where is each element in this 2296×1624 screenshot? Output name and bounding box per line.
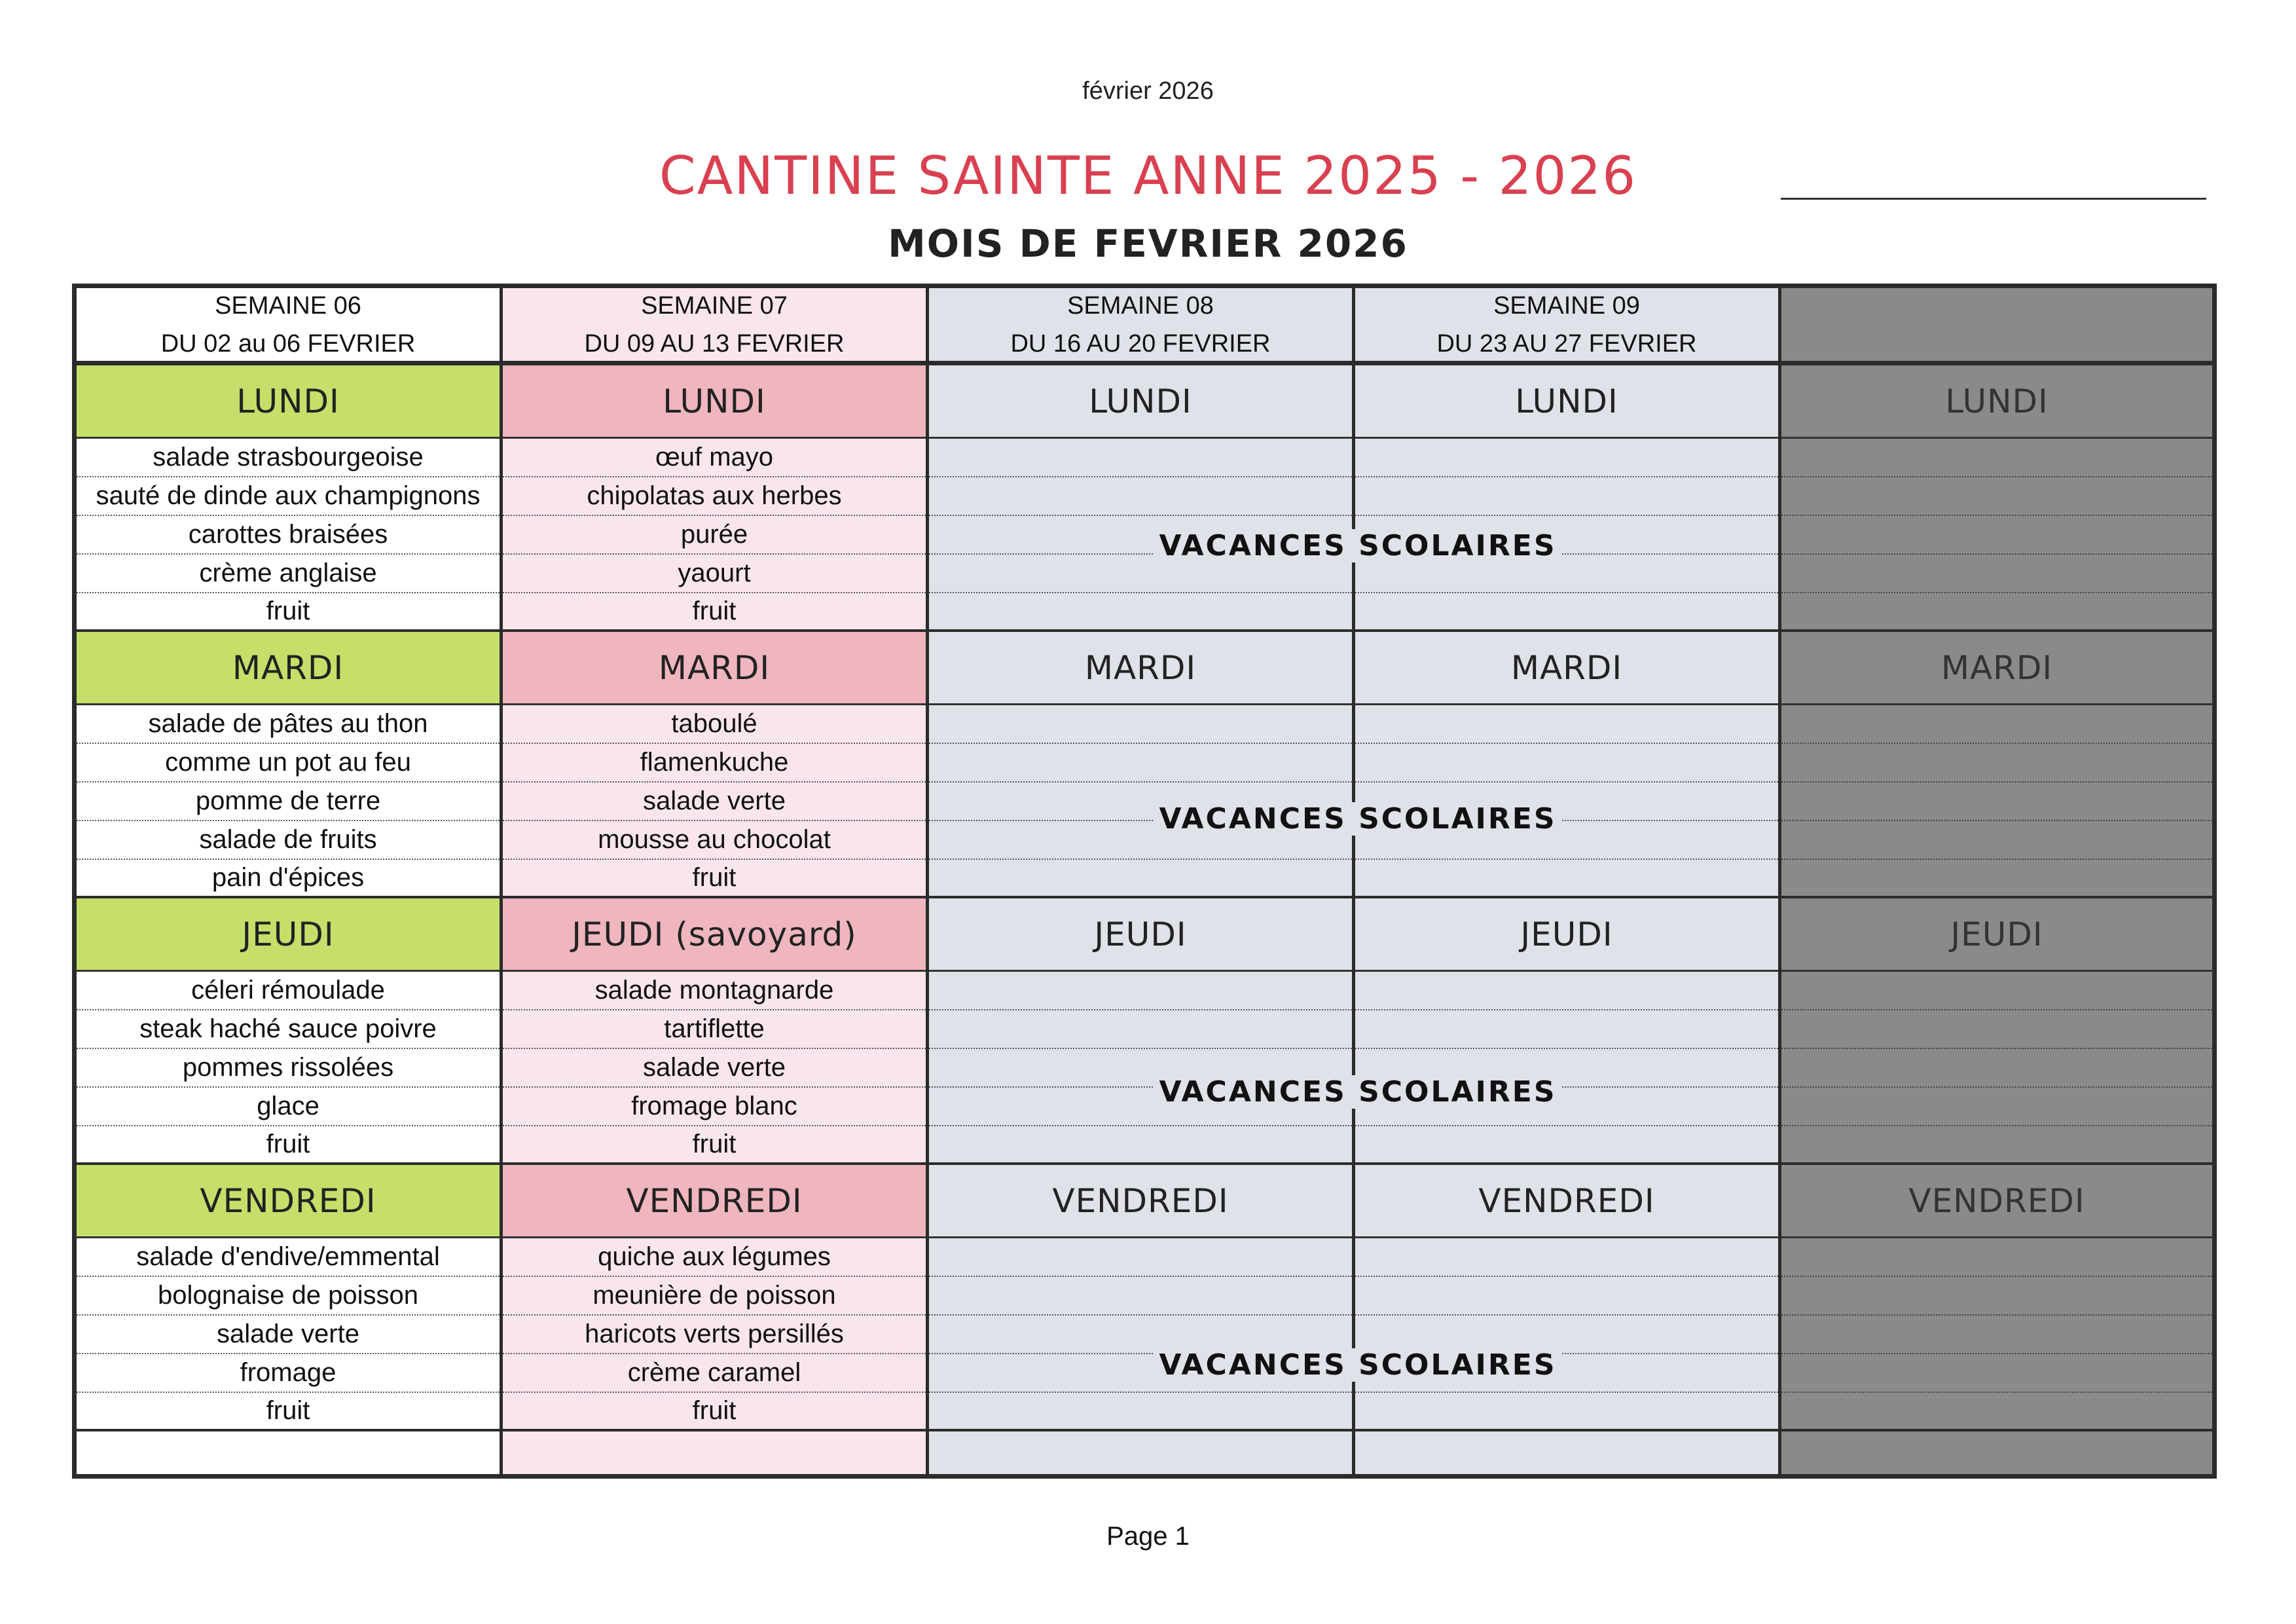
day-header: JEUDI (1355, 898, 1778, 972)
meal-item: pommes rissolées (77, 1049, 500, 1088)
holiday-label: VACANCES SCOLAIRES (932, 802, 1783, 836)
week-dates: DU 23 AU 27 FEVRIER (1436, 329, 1697, 358)
meal-item (1781, 477, 2212, 516)
title-rule (1781, 198, 2206, 200)
day-block-lundi (1781, 365, 2212, 632)
meal-item (1355, 439, 1778, 477)
day-block-jeudi (1355, 898, 1778, 1165)
day-block-mardi (77, 632, 500, 898)
meal-item (1355, 1238, 1778, 1277)
day-header: VENDREDI (1355, 1165, 1778, 1238)
meal-item (1355, 705, 1778, 744)
day-block-vendredi (929, 1165, 1352, 1431)
day-header: MARDI (929, 632, 1352, 705)
meal-item: fruit (503, 1393, 926, 1431)
meal-item: fruit (503, 860, 926, 898)
meal-item (1781, 1354, 2212, 1393)
meal-item: salade de fruits (77, 821, 500, 860)
meal-item (1781, 1088, 2212, 1126)
meal-item: fruit (503, 593, 926, 632)
meal-item: œuf mayo (503, 439, 926, 477)
page-title: CANTINE SAINTE ANNE 2025 - 2026 (659, 145, 1637, 206)
meal-item (1781, 1316, 2212, 1354)
meal-item (1781, 744, 2212, 783)
day-block-lundi (503, 365, 926, 632)
week-column-07 (503, 288, 929, 1474)
day-header: MARDI (1781, 632, 2212, 705)
holiday-label: VACANCES SCOLAIRES (932, 529, 1783, 563)
meal-item: comme un pot au feu (77, 744, 500, 783)
week-number: SEMAINE 07 (641, 291, 788, 320)
week-header (1355, 288, 1778, 365)
meal-item (1781, 1277, 2212, 1316)
meal-item (1781, 821, 2212, 860)
day-block-jeudi (1781, 898, 2212, 1165)
meal-item: haricots verts persillés (503, 1316, 926, 1354)
week-column-06 (77, 288, 503, 1474)
day-block-mardi (1781, 632, 2212, 898)
meal-item: quiche aux légumes (503, 1238, 926, 1277)
day-block-mardi (503, 632, 926, 898)
meal-item: purée (503, 516, 926, 555)
meal-item (929, 1238, 1352, 1277)
week-column-empty (1781, 288, 2212, 1474)
meal-item (929, 477, 1352, 516)
meal-item (1781, 439, 2212, 477)
meal-item: sauté de dinde aux champignons (77, 477, 500, 516)
meal-item (1781, 1010, 2212, 1049)
meal-item (929, 593, 1352, 632)
meal-item: meunière de poisson (503, 1277, 926, 1316)
day-header: LUNDI (1355, 365, 1778, 439)
day-header: VENDREDI (929, 1165, 1352, 1238)
day-block-mardi (1355, 632, 1778, 898)
meal-item (1355, 972, 1778, 1010)
meal-item (929, 972, 1352, 1010)
meal-item: mousse au chocolat (503, 821, 926, 860)
header-date: février 2026 (1082, 77, 1214, 105)
day-header: MARDI (503, 632, 926, 705)
meal-item (1355, 744, 1778, 783)
week-header (929, 288, 1352, 365)
meal-item: fromage (77, 1354, 500, 1393)
week-number: SEMAINE 09 (1493, 291, 1640, 320)
week-dates: DU 16 AU 20 FEVRIER (1010, 329, 1271, 358)
day-block-lundi (929, 365, 1352, 632)
meal-item (1781, 1238, 2212, 1277)
meal-item (1355, 477, 1778, 516)
meal-item: tartiflette (503, 1010, 926, 1049)
day-header: JEUDI (929, 898, 1352, 972)
day-header: LUNDI (77, 365, 500, 439)
day-header: MARDI (1355, 632, 1778, 705)
meal-item (929, 1126, 1352, 1165)
day-block-vendredi (77, 1165, 500, 1431)
week-number: SEMAINE 06 (215, 291, 361, 320)
meal-item (1781, 1049, 2212, 1088)
meal-item: salade montagnarde (503, 972, 926, 1010)
day-block-lundi (77, 365, 500, 632)
holiday-label: VACANCES SCOLAIRES (932, 1075, 1783, 1109)
meal-item (1781, 1393, 2212, 1431)
week-dates: DU 09 AU 13 FEVRIER (584, 329, 845, 358)
week-header (503, 288, 926, 365)
week-number: SEMAINE 08 (1067, 291, 1214, 320)
meal-item (929, 1393, 1352, 1431)
meal-item: salade de pâtes au thon (77, 705, 500, 744)
meal-item: pain d'épices (77, 860, 500, 898)
day-header: LUNDI (929, 365, 1352, 439)
meal-item: crème anglaise (77, 555, 500, 593)
day-header: VENDREDI (77, 1165, 500, 1238)
meal-item: pomme de terre (77, 783, 500, 821)
week-header (77, 288, 500, 365)
meal-item (929, 439, 1352, 477)
day-header: JEUDI (1781, 898, 2212, 972)
day-block-jeudi (929, 898, 1352, 1165)
holiday-label: VACANCES SCOLAIRES (932, 1348, 1783, 1382)
meal-item (929, 1277, 1352, 1316)
meal-item (1781, 555, 2212, 593)
meal-item: fruit (77, 1393, 500, 1431)
day-block-vendredi (503, 1165, 926, 1431)
meal-item (1781, 516, 2212, 555)
meal-item (1781, 783, 2212, 821)
meal-item: fruit (503, 1126, 926, 1165)
meal-item: salade verte (77, 1316, 500, 1354)
meal-item: fruit (77, 1126, 500, 1165)
day-block-jeudi (77, 898, 500, 1165)
meal-item: salade verte (503, 1049, 926, 1088)
day-header: JEUDI (77, 898, 500, 972)
day-block-mardi (929, 632, 1352, 898)
meal-item (1355, 1277, 1778, 1316)
week-column-08 (929, 288, 1355, 1474)
meal-item: yaourt (503, 555, 926, 593)
meal-item: salade strasbourgeoise (77, 439, 500, 477)
meal-item (1355, 860, 1778, 898)
day-block-vendredi (1781, 1165, 2212, 1431)
meal-item: steak haché sauce poivre (77, 1010, 500, 1049)
meal-item (929, 744, 1352, 783)
meal-item (1781, 860, 2212, 898)
day-header: VENDREDI (503, 1165, 926, 1238)
day-block-jeudi (503, 898, 926, 1165)
meal-item (1781, 972, 2212, 1010)
meal-item: fruit (77, 593, 500, 632)
meal-item: carottes braisées (77, 516, 500, 555)
day-block-vendredi (1355, 1165, 1778, 1431)
menu-grid (72, 284, 2217, 1479)
week-header (1781, 288, 2212, 365)
meal-item: salade d'endive/emmental (77, 1238, 500, 1277)
meal-item (1781, 593, 2212, 632)
meal-item: fromage blanc (503, 1088, 926, 1126)
meal-item: glace (77, 1088, 500, 1126)
meal-item (1781, 1126, 2212, 1165)
meal-item (929, 705, 1352, 744)
day-header: LUNDI (1781, 365, 2212, 439)
meal-item (1355, 1010, 1778, 1049)
meal-item (929, 1010, 1352, 1049)
week-dates: DU 02 au 06 FEVRIER (160, 329, 416, 358)
week-column-09 (1355, 288, 1781, 1474)
meal-item: crème caramel (503, 1354, 926, 1393)
meal-item: céleri rémoulade (77, 972, 500, 1010)
meal-item: salade verte (503, 783, 926, 821)
meal-item: bolognaise de poisson (77, 1277, 500, 1316)
day-block-lundi (1355, 365, 1778, 632)
meal-item: flamenkuche (503, 744, 926, 783)
meal-item (1355, 593, 1778, 632)
page-subtitle: MOIS DE FEVRIER 2026 (888, 221, 1408, 266)
meal-item (1355, 1126, 1778, 1165)
day-header: MARDI (77, 632, 500, 705)
meal-item: chipolatas aux herbes (503, 477, 926, 516)
meal-item (1781, 705, 2212, 744)
meal-item (1355, 1393, 1778, 1431)
meal-item: taboulé (503, 705, 926, 744)
day-header: JEUDI (savoyard) (503, 898, 926, 972)
page-number: Page 1 (1106, 1522, 1190, 1551)
meal-item (929, 860, 1352, 898)
day-header: VENDREDI (1781, 1165, 2212, 1238)
day-header: LUNDI (503, 365, 926, 439)
